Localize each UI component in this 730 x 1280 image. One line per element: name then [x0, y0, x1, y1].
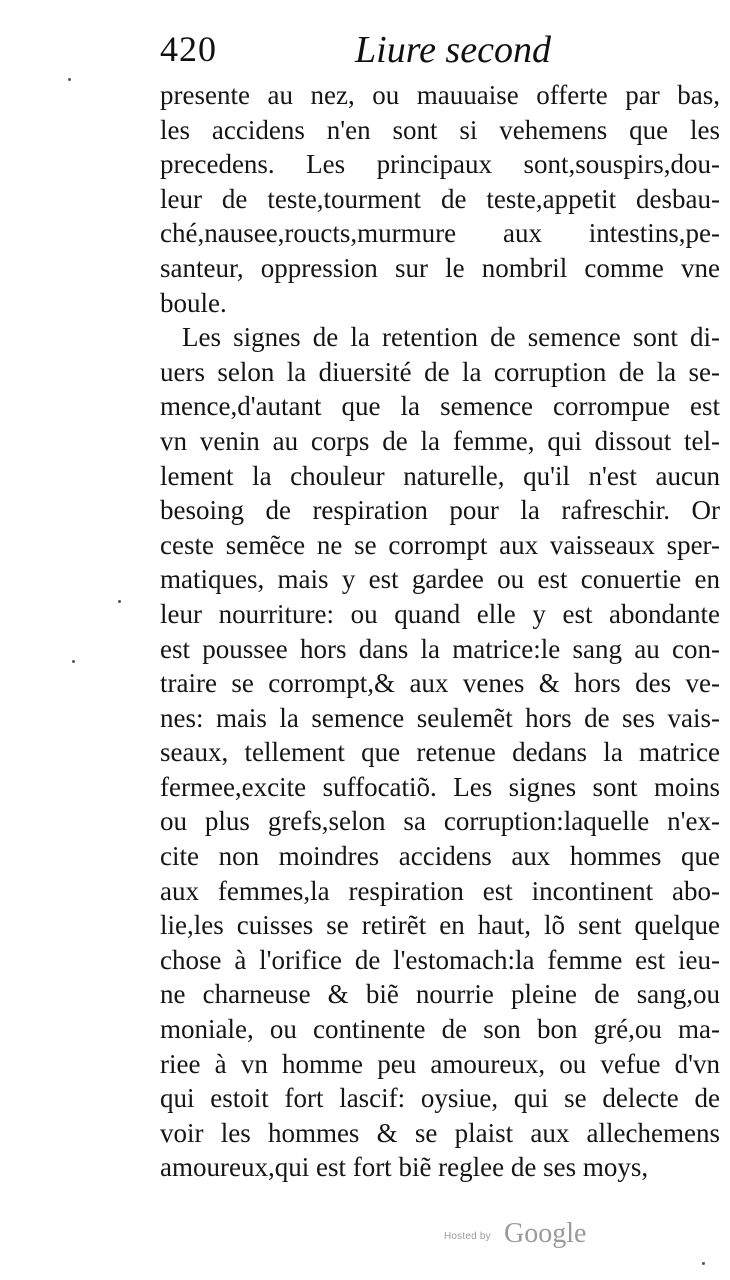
- text-line: cite non moindres accidens aux hommes que: [160, 841, 720, 872]
- text-line: lie,les cuisses se retirẽt en haut, lõ sent quelque: [160, 910, 720, 941]
- text-line: chose à l'orifice de l'estomach:la femme est ieu-: [160, 944, 720, 975]
- text-line: leur de teste,tourment de teste,appetit desbau-: [160, 183, 720, 214]
- text-line: ché,nausee,rouсts,murmure aux intestins,pe-: [160, 218, 720, 249]
- hosted-by-google-watermark: [444, 1218, 614, 1252]
- text-line: lement la chouleur naturelle, qu'il n'est aucun: [160, 460, 720, 491]
- text-line: aux femmes,la respiration est incontinent abo-: [160, 875, 720, 906]
- text-line: fermee,excite suffocatiõ. Les signes sont moins: [160, 771, 720, 802]
- text-line: matiques, mais y est gardee ou est conuertie en: [160, 564, 720, 595]
- text-line: boule.: [160, 287, 227, 318]
- text-line: les accidens n'en sont si vehemens que les: [160, 114, 720, 145]
- watermark-hosted-by: Hosted by: [444, 1231, 491, 1242]
- text-line: presente au nez, ou mauuaise offerte par bas,: [160, 80, 720, 110]
- text-line: ou plus grefs,selon sa corruption:laquelle n'ex-: [160, 806, 720, 837]
- text-line: vn venin au corps de la femme, qui dissout tel-: [160, 425, 720, 456]
- text-line: santeur, oppression sur le nombril comme vne: [160, 252, 720, 283]
- text-line: ne charneuse & biẽ nourrie pleine de sang,ou: [160, 979, 720, 1010]
- page-number: 420: [160, 29, 217, 69]
- scan-speck: [702, 1262, 705, 1265]
- text-line: moniale, ou continente de son bon gré,ou ma-: [160, 1014, 720, 1045]
- text-line: precedens. Les principaux sont,souspirs,dou-: [160, 149, 720, 180]
- text-line: mence,d'autant que la semence corrompue est: [160, 391, 720, 422]
- text-line: est poussee hors dans la matrice:le sang au con-: [160, 633, 720, 664]
- text-line: ceste semẽce ne se corrompt aux vaisseaux sper-: [160, 529, 720, 560]
- text-line: traire se corrompt,& aux venes & hors des ve-: [160, 668, 720, 699]
- scan-speck: [68, 78, 71, 81]
- text-line: uers selon la diuersité de la corruption de la se-: [160, 356, 720, 387]
- running-head: [160, 28, 720, 78]
- text-line: nes: mais la semence seulemẽt hors de ses vais-: [160, 702, 720, 733]
- body-text: [160, 78, 720, 1185]
- text-line: besoing de respiration pour la rafreschir. Or: [160, 495, 720, 526]
- book-title: Liure second: [355, 29, 551, 71]
- text-line: amoureux,qui est fort biẽ reglee de ses moys,: [160, 1152, 649, 1183]
- text-line: Les signes de la retention de semence sont di-: [182, 322, 720, 353]
- text-line: qui estoit fort lascif: oysiue, qui se delecte de: [160, 1083, 720, 1114]
- scan-speck: [72, 660, 75, 663]
- text-line: leur nourriture: ou quand elle y est abondante: [160, 598, 720, 629]
- text-line: riee à vn homme peu amoureux, ou vefue d'vn: [160, 1048, 720, 1079]
- scan-speck: [118, 600, 121, 603]
- text-line: voir les hommes & se plaist aux allechemens: [160, 1117, 720, 1148]
- google-logo: Google: [504, 1218, 587, 1249]
- text-line: seaux, tellement que retenue dedans la matrice: [160, 737, 720, 768]
